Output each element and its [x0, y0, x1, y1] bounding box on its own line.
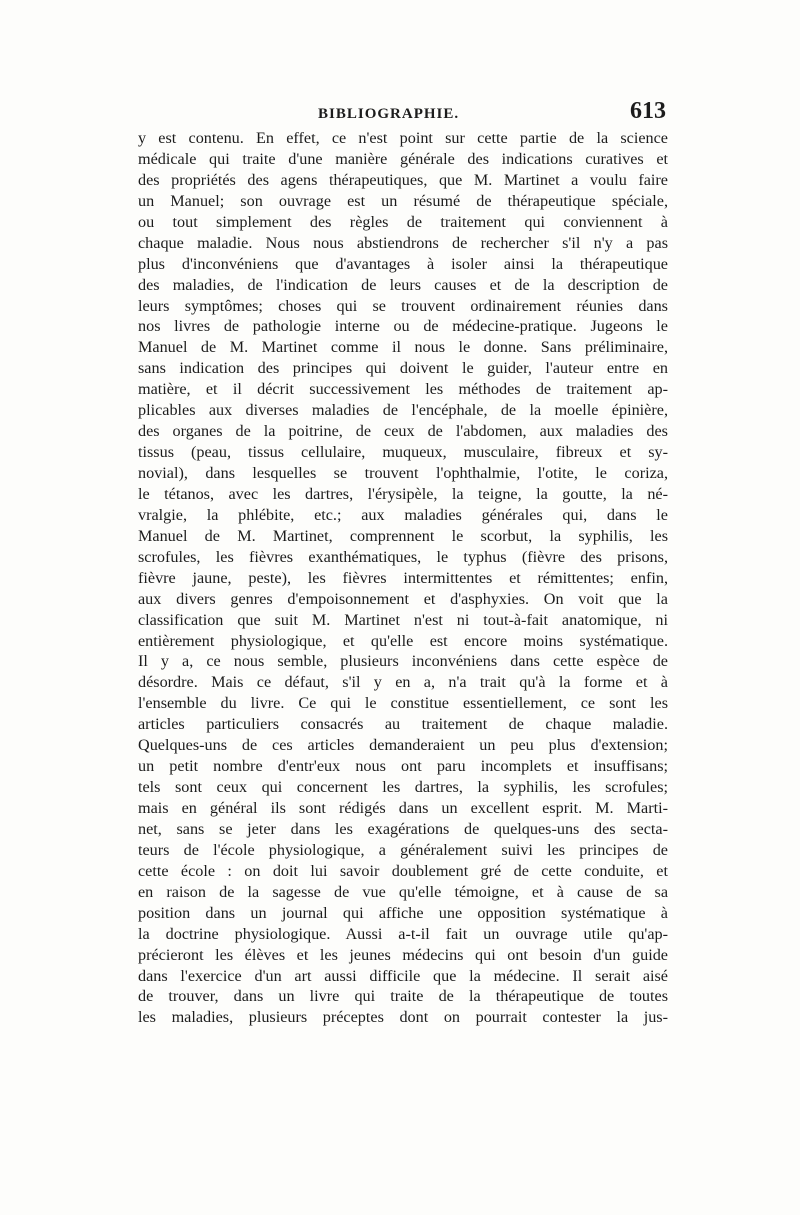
running-title: BIBLIOGRAPHIE.	[318, 106, 460, 122]
text-line: ou tout simplement des règles de traitement qui conviennent à	[138, 212, 668, 231]
text-line: scrofules, les fièvres exanthématiques, le typhus (fièvre des prisons,	[138, 547, 668, 566]
text-line: tissus (peau, tissus cellulaire, muqueux, musculaire, fibreux et sy-	[138, 443, 668, 462]
text-line: mais en général ils sont rédigés dans un excellent esprit. M. Marti-	[138, 799, 668, 817]
text-line: désordre. Mais ce défaut, s'il y en a, n'a trait qu'à la forme et à	[138, 673, 668, 692]
text-line: le tétanos, avec les dartres, l'érysipèle, la teigne, la goutte, la né-	[138, 484, 668, 503]
text-line: plus d'inconvéniens que d'avantages à isoler ainsi la thérapeutique	[138, 254, 668, 273]
text-line: nos livres de pathologie interne ou de médecine-pratique. Jugeons le	[138, 317, 668, 336]
text-line: sans indication des principes qui doivent le guider, l'auteur entre en	[138, 359, 668, 378]
text-line: un Manuel; son ouvrage est un résumé de thérapeutique spéciale,	[138, 191, 668, 210]
text-line: des organes de la poitrine, de ceux de l'abdomen, aux maladies des	[138, 422, 668, 441]
text-line: entièrement physiologique, et qu'elle est encore moins systématique.	[138, 631, 668, 650]
text-line: l'ensemble du livre. Ce qui le constitue essentiellement, ce sont les	[138, 694, 668, 713]
text-line: des maladies, de l'indication de leurs causes et de la description de	[138, 275, 668, 294]
text-line: position dans un journal qui affiche une opposition systématique à	[138, 903, 668, 922]
text-line: dans l'exercice d'un art aussi difficile que la médecine. Il serait aisé	[138, 966, 668, 985]
text-line: fièvre jaune, peste), les fièvres intermittentes et rémittentes; enfin,	[138, 568, 668, 587]
text-line: chaque maladie. Nous nous abstiendrons de rechercher s'il n'y a pas	[138, 233, 668, 252]
text-line: médicale qui traite d'une manière générale des indications curatives et	[138, 149, 668, 168]
text-line: leurs symptômes; choses qui se trouvent ordinairement réunies dans	[138, 296, 668, 315]
text-line: Manuel de M. Martinet comme il nous le donne. Sans préliminaire,	[138, 338, 668, 357]
text-line: des propriétés des agens thérapeutiques, que M. Martinet a voulu faire	[138, 170, 668, 189]
text-line: y est contenu. En effet, ce n'est point sur cette partie de la science	[138, 129, 668, 147]
text-line: articles particuliers consacrés au traitement de chaque maladie.	[138, 715, 668, 734]
text-line: classification que suit M. Martinet n'est ni tout-à-fait anatomique, ni	[138, 610, 668, 629]
text-line: de trouver, dans un livre qui traite de la thérapeutique de toutes	[138, 987, 668, 1006]
text-line: novial), dans lesquelles se trouvent l'ophthalmie, l'otite, le coriza,	[138, 464, 668, 482]
text-line: précieront les élèves et les jeunes médecins qui ont besoin d'un guide	[138, 945, 668, 964]
text-line: Manuel de M. Martinet, comprennent le scorbut, la syphilis, les	[138, 526, 668, 545]
page-header	[138, 100, 666, 130]
body-text	[138, 128, 668, 1028]
text-line: en raison de la sagesse de vue qu'elle témoigne, et à cause de sa	[138, 882, 668, 901]
text-line: teurs de l'école physiologique, a généralement suivi les principes de	[138, 840, 668, 859]
page-number: 613	[630, 98, 666, 124]
text-line: aux divers genres d'empoisonnement et d'asphyxies. On voit que la	[138, 589, 668, 608]
text-line: la doctrine physiologique. Aussi a-t-il fait un ouvrage utile qu'ap-	[138, 924, 668, 943]
text-line: un petit nombre d'entr'eux nous ont paru incomplets et insuffisans;	[138, 757, 668, 776]
text-line: les maladies, plusieurs préceptes dont on pourrait contester la jus-	[138, 1008, 668, 1027]
text-line: Quelques-uns de ces articles demanderaient un peu plus d'extension;	[138, 736, 668, 755]
text-line: plicables aux diverses maladies de l'encéphale, de la moelle épinière,	[138, 401, 668, 420]
text-line: matière, et il décrit successivement les méthodes de traitement ap-	[138, 380, 668, 399]
text-line: tels sont ceux qui concernent les dartres, la syphilis, les scrofules;	[138, 778, 668, 797]
text-line: net, sans se jeter dans les exagérations de quelques-uns des secta-	[138, 819, 668, 838]
text-line: vralgie, la phlébite, etc.; aux maladies générales qui, dans le	[138, 505, 668, 524]
text-line: cette école : on doit lui savoir doublement gré de cette conduite, et	[138, 861, 668, 880]
text-line: Il y a, ce nous semble, plusieurs inconvéniens dans cette espèce de	[138, 652, 668, 671]
